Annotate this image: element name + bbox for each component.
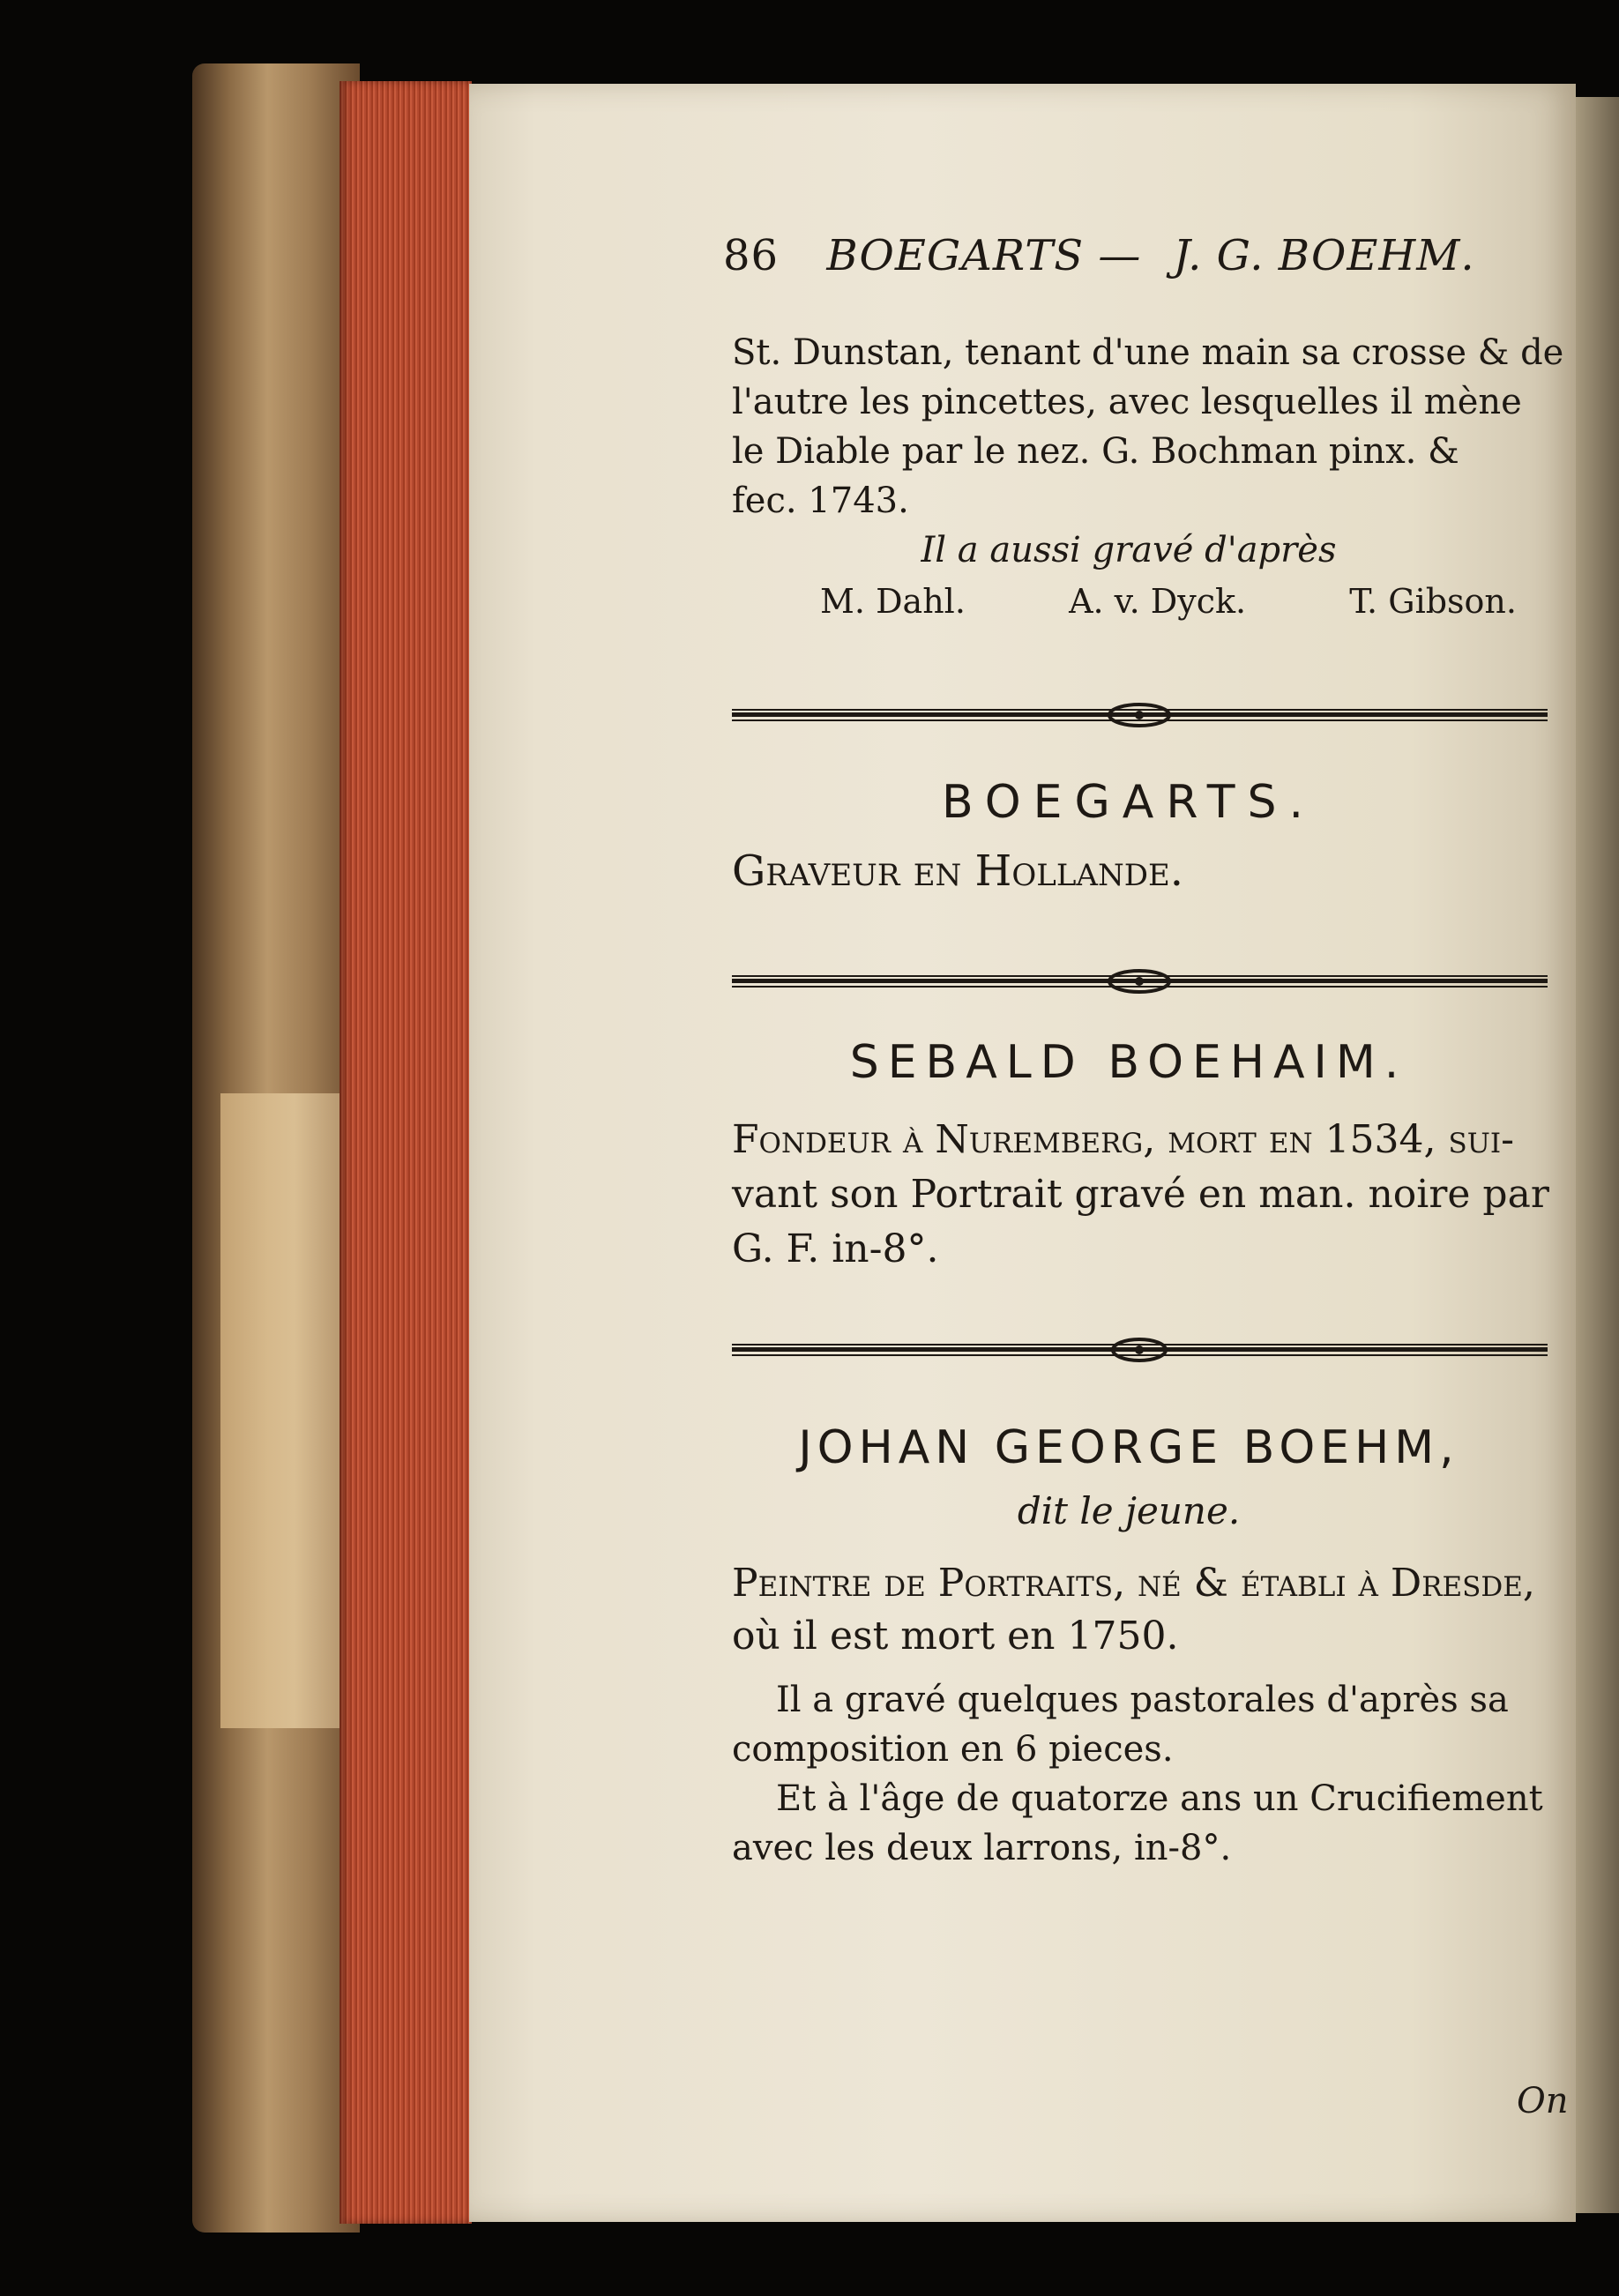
- intro-paragraph: [732, 328, 1564, 575]
- artist-name: M. Dahl.: [820, 582, 966, 621]
- page-number: 86: [723, 231, 780, 280]
- boehm-subtitle: dit le jeune.: [1017, 1489, 1241, 1532]
- text-line: Et à l'âge de quatorze ans un Crucifiement: [776, 1778, 1543, 1819]
- page-edge-red: [339, 81, 472, 2224]
- text-line: où il est mort en 1750.: [732, 1614, 1179, 1659]
- header-right-title: J. G. BOEHM.: [1173, 231, 1475, 280]
- artist-name: A. v. Dyck.: [1069, 582, 1247, 621]
- text-line: avec les deux larrons, in-8°.: [732, 1828, 1232, 1868]
- text-line: Fondeur à Nuremberg, mort en 1534, sui-: [732, 1117, 1514, 1162]
- text-line: G. F. in-8°.: [732, 1226, 939, 1271]
- artist-list: [820, 582, 1517, 621]
- section-title-boehm: JOHAN GEORGE BOEHM,: [798, 1421, 1459, 1474]
- section-title-boegarts: BOEGARTS.: [941, 776, 1317, 829]
- ornamental-rule: [732, 968, 1548, 995]
- text-line: l'autre les pincettes, avec lesquelles il mène: [732, 382, 1522, 422]
- facing-page-edge: [1576, 97, 1619, 2213]
- ornamental-rule: [732, 1337, 1548, 1363]
- text-line: le Diable par le nez. G. Bochman pinx. &: [732, 431, 1459, 472]
- text-line: vant son Portrait gravé en man. noire par: [732, 1172, 1549, 1217]
- header-left-title: BOEGARTS —: [826, 231, 1142, 280]
- artist-name: T. Gibson.: [1349, 582, 1517, 621]
- boegarts-description: Graveur en Hollande.: [732, 846, 1184, 896]
- also-engraved-line: Il a aussi gravé d'après: [921, 530, 1337, 570]
- catchword: On: [1517, 2081, 1569, 2121]
- text-line: fec. 1743.: [732, 481, 909, 521]
- text-line: Peintre de Portraits, né & établi à Dresde,: [732, 1561, 1535, 1606]
- spine-label-patch: [220, 1093, 344, 1728]
- text-line: composition en 6 pieces.: [732, 1729, 1174, 1770]
- ornamental-rule: [732, 702, 1548, 728]
- boehaim-paragraph: [732, 1113, 1549, 1277]
- text-line: St. Dunstan, tenant d'une main sa crosse & de: [732, 332, 1564, 373]
- boehm-paragraph-3: [732, 1774, 1543, 1873]
- boehm-paragraph-2: [732, 1675, 1526, 1774]
- text-line: Il a gravé quelques pastorales d'après sa: [776, 1680, 1509, 1720]
- running-header: [723, 231, 1517, 280]
- section-title-boehaim: SEBALD BOEHAIM.: [849, 1036, 1408, 1089]
- boehm-paragraph-1: [732, 1557, 1535, 1663]
